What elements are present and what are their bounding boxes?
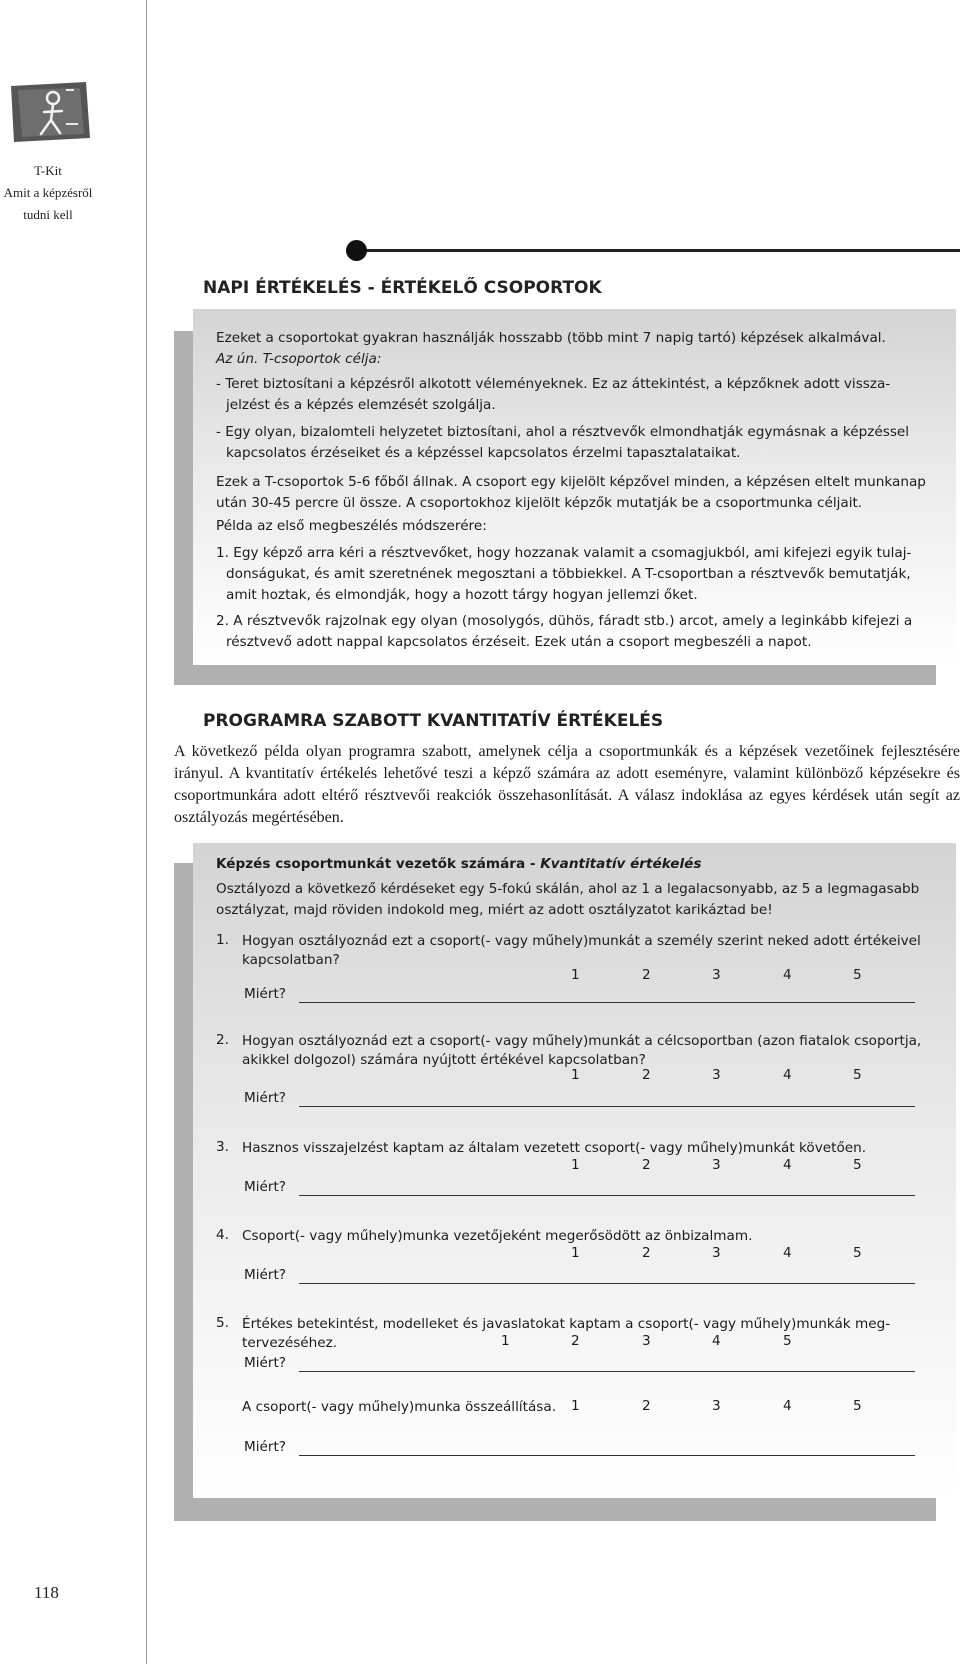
rating-option-1[interactable]: 1 (571, 1398, 580, 1414)
answer-line-5[interactable] (299, 1371, 915, 1372)
answer-line-1[interactable] (299, 1002, 915, 1003)
bullet-2-line-2: kapcsolatos érzéseiket és a képzéssel kapcsolatos érzelmi tapasztalataikat. (226, 445, 741, 461)
rating-option-5[interactable]: 5 (853, 1067, 862, 1083)
rating-option-3[interactable]: 3 (712, 967, 721, 983)
why-label: Miért? (244, 1179, 287, 1195)
rating-option-2[interactable]: 2 (642, 1157, 651, 1173)
numbered-item-1-line-3: amit hoztak, és elmondják, hogy a hozott tárgy hogyan jellemzi őket. (226, 587, 698, 603)
rating-option-3[interactable]: 3 (712, 1067, 721, 1083)
bullet-1-line-1: - Teret biztosítani a képzésről alkotott véleményeknek. Ez az áttekintést, a képzőknek adott vissza- (216, 376, 891, 392)
question-2-number: 2. (216, 1032, 229, 1048)
section-1-heading: NAPI ÉRTÉKELÉS - ÉRTÉKELŐ CSOPORTOK (203, 278, 602, 298)
question-2-line-2: akikkel dolgozol) számára nyújtott értékével kapcsolatban? (242, 1052, 646, 1068)
sidebar-title (0, 160, 96, 226)
question-3-text: Hasznos visszajelzést kaptam az általam vezetett csoport(- vagy műhely)munkát követően. (242, 1140, 867, 1156)
section-2-heading: PROGRAMRA SZABOTT KVANTITATÍV ÉRTÉKELÉS (203, 711, 664, 731)
section-1-box (193, 309, 956, 665)
form-title-main: Képzés csoportmunkát vezetők számára - (216, 856, 541, 872)
sidebar-title-line-3: tudni kell (23, 207, 73, 222)
rating-option-4[interactable]: 4 (783, 1067, 792, 1083)
rating-option-3[interactable]: 3 (712, 1398, 721, 1414)
sidebar-divider (146, 0, 147, 1664)
question-2-line-1: Hogyan osztályoznád ezt a csoport(- vagy műhely)munkát a célcsoportban (azon fiatalok csoportja, (242, 1033, 922, 1049)
section-2-intro: A következő példa olyan programra szabott, amelynek célja a csoportmunkák és a képzések vezetőinek fejlesztésére irányul. A kvantitatív értékelés lehetővé teszi a képző számára az adott eseményre, valamint különböző képzésekre és csoportmunkára adott eltérő résztvevői reakciók összehasonlítását. A válasz indoklása az egyes kérdések után segít az osztályozás megértésében. (174, 743, 960, 826)
rating-option-3[interactable]: 3 (712, 1157, 721, 1173)
rating-option-1[interactable]: 1 (571, 1067, 580, 1083)
rating-option-1[interactable]: 1 (571, 1245, 580, 1261)
numbered-item-1 (216, 543, 942, 606)
rating-option-5[interactable]: 5 (853, 967, 862, 983)
question-5-line-1: Értékes betekintést, modelleket és javaslatokat kaptam a csoport(- vagy műhely)munkák meg- (242, 1316, 891, 1332)
form-instructions: Osztályozd a következő kérdéseket egy 5-fokú skálán, ahol az 1 a legalacsonyabb, az 5 a legmagasabb osztályzat, majd röviden indokold meg, miért az adott osztályzatot karikáztad be! (216, 881, 920, 918)
bullet-1 (216, 374, 942, 416)
bullet-2-line-1: - Egy olyan, bizalomteli helyzetet biztosítani, ahol a résztvevők elmondhatják egymásnak a képzéssel (216, 424, 910, 440)
rating-option-3[interactable]: 3 (642, 1333, 651, 1349)
question-1-line-1: Hogyan osztályoznád ezt a csoport(- vagy műhely)munkát a személy szerint neked adott értékeivel (242, 933, 921, 949)
answer-line-4[interactable] (299, 1283, 915, 1284)
paragraph: Ezeket a csoportokat gyakran használják hosszabb (több mint 7 napig tartó) képzések alkalmával. (216, 330, 886, 346)
rating-option-3[interactable]: 3 (712, 1245, 721, 1261)
paragraph: Példa az első megbeszélés módszerére: (216, 518, 487, 534)
sidebar-title-line-2: Amit a képzésről (3, 185, 93, 200)
bullet-1-line-2: jelzést és a képzés elemzését szolgálja. (226, 397, 496, 413)
numbered-item-2-line-2: résztvevő adott nappal kapcsolatos érzéseit. Ezek után a csoport megbeszéli a napot. (226, 634, 812, 650)
rating-option-2[interactable]: 2 (642, 967, 651, 983)
rating-option-4[interactable]: 4 (783, 1157, 792, 1173)
question-1-number: 1. (216, 932, 229, 948)
numbered-item-1-line-1: 1. Egy képző arra kéri a résztvevőket, hogy hozzanak valamit a csomagjukból, ami kifejezi egyik tulaj- (216, 545, 912, 561)
heading-rule (348, 249, 960, 252)
bullet-2 (216, 422, 942, 464)
rating-option-1[interactable]: 1 (571, 967, 580, 983)
why-label: Miért? (244, 1267, 287, 1283)
paragraph: Ezek a T-csoportok 5-6 főből állnak. A csoport egy kijelölt képzővel minden, a képzésen eltelt munkanap után 30-45 percre ül össze. A csoportokhoz kijelölt képzők mutatják be a csoportmunka céljait. (216, 474, 926, 511)
form-title-italic: Kvantitatív értékelés (540, 856, 702, 872)
answer-line-3[interactable] (299, 1195, 915, 1196)
question-2-text (242, 1032, 942, 1070)
question-5-number: 5. (216, 1315, 229, 1331)
rating-option-2[interactable]: 2 (642, 1245, 651, 1261)
question-5-text (242, 1315, 942, 1353)
question-1-line-2: kapcsolatban? (242, 952, 340, 968)
rating-option-5[interactable]: 5 (853, 1398, 862, 1414)
rating-option-4[interactable]: 4 (783, 967, 792, 983)
rating-option-5[interactable]: 5 (853, 1245, 862, 1261)
rating-option-5[interactable]: 5 (853, 1157, 862, 1173)
paragraph-goal: Az ún. T-csoportok célja: (216, 351, 382, 367)
heading-bullet-icon (346, 240, 367, 261)
rating-option-1[interactable]: 1 (501, 1333, 510, 1349)
question-4-text: Csoport(- vagy műhely)munka vezetőjeként megerősödött az önbizalmam. (242, 1228, 753, 1244)
rating-option-2[interactable]: 2 (571, 1333, 580, 1349)
why-label: Miért? (244, 1355, 287, 1371)
numbered-item-1-line-2: donságukat, és amit szeretnének megosztani a többiekkel. A T-csoportban a résztvevők bemutatják, (226, 566, 911, 582)
why-label: Miért? (244, 1090, 287, 1106)
page-number: 118 (34, 1583, 59, 1602)
numbered-item-2 (216, 611, 942, 653)
rating-option-4[interactable]: 4 (712, 1333, 721, 1349)
question-5-line-2: tervezéséhez. (242, 1335, 338, 1351)
question-6-text: A csoport(- vagy műhely)munka összeállítása. (242, 1399, 557, 1415)
why-label: Miért? (244, 1439, 287, 1455)
rating-option-4[interactable]: 4 (783, 1398, 792, 1414)
rating-option-2[interactable]: 2 (642, 1067, 651, 1083)
question-3-number: 3. (216, 1139, 229, 1155)
t-kit-logo-icon (8, 80, 92, 146)
answer-line-6[interactable] (299, 1455, 915, 1456)
rating-option-1[interactable]: 1 (571, 1157, 580, 1173)
question-4-number: 4. (216, 1227, 229, 1243)
question-1-text (242, 932, 942, 970)
rating-option-5[interactable]: 5 (783, 1333, 792, 1349)
sidebar-title-line-1: T-Kit (34, 163, 62, 178)
why-label: Miért? (244, 986, 287, 1002)
evaluation-form (193, 843, 956, 1498)
numbered-item-2-line-1: 2. A résztvevők rajzolnak egy olyan (mosolygós, dühös, fáradt stb.) arcot, amely a leginkább kifejezi a (216, 613, 913, 629)
rating-option-2[interactable]: 2 (642, 1398, 651, 1414)
answer-line-2[interactable] (299, 1106, 915, 1107)
rating-option-4[interactable]: 4 (783, 1245, 792, 1261)
form-title (216, 856, 701, 872)
